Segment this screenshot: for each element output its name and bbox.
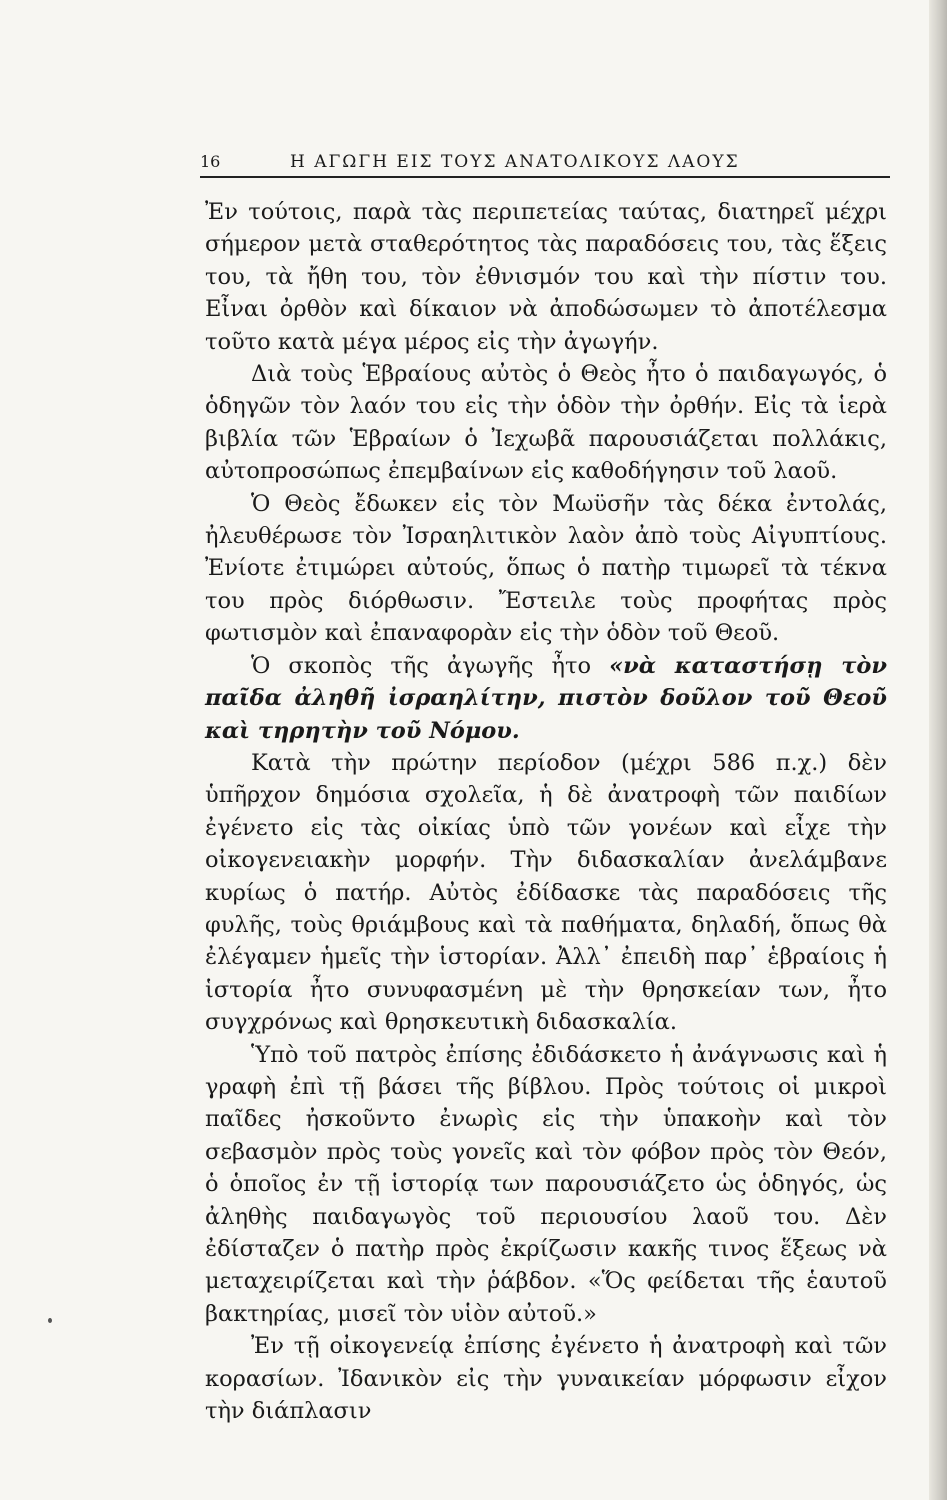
emphasized-quote: «νὰ καταστήσῃ τὸν παῖδα ἀληθῆ ἰσραηλίτην, πιστὸν δοῦλον τοῦ Θεοῦ καὶ τηρητὴν τοῦ Νόμου. xyxy=(205,652,887,744)
paragraph: Ὑπὸ τοῦ πατρὸς ἐπίσης ἐδιδάσκετο ἡ ἀνάγνωσις καὶ ἡ γραφὴ ἐπὶ τῇ βάσει τῆς βίβλου. Πρὸς τούτοις οἱ μικροὶ παῖδες ἠσκοῦντο ἐνωρὶς εἰς τὴν ὑπακοὴν καὶ τὸν σεβασμὸν πρὸς τοὺς γονεῖς καὶ τὸν φόβον πρὸς τὸν Θεόν, ὁ ὁποῖος ἐν τῇ ἱστορίᾳ των παρουσιάζετο ὡς ὁδηγός, ὡς ἀληθὴς παιδαγωγὸς τοῦ περιουσίου λαοῦ του. Δὲν ἐδίσταζεν ὁ πατὴρ πρὸς ἐκρίζωσιν κακῆς τινος ἕξεως νὰ μεταχειρίζεται καὶ τὴν ῥάβδον. «Ὅς φείδεται τῆς ἑαυτοῦ βακτηρίας, μισεῖ τὸν υἱὸν αὐτοῦ.» xyxy=(205,1041,887,1327)
paragraph-lead: Ὁ σκοπὸς τῆς ἀγωγῆς ἦτο xyxy=(251,652,610,679)
paragraph: Ὁ Θεὸς ἔδωκεν εἰς τὸν Μωϋσῆν τὰς δέκα ἐντολάς, ἠλευθέρωσε τὸν Ἰσραηλιτικὸν λαὸν ἀπὸ τοὺς Αἰγυπτίους. Ἐνίοτε ἐτιμώρει αὐτούς, ὅπως ὁ πατὴρ τιμωρεῖ τὰ τέκνα του πρὸς διόρθωσιν. Ἔστειλε τοὺς προφήτας πρὸς φωτισμὸν καὶ ἐπαναφορὰν εἰς τὴν ὁδὸν τοῦ Θεοῦ. xyxy=(205,490,887,647)
paragraph: Ἐν τῇ οἰκογενείᾳ ἐπίσης ἐγένετο ἡ ἀνατροφὴ καὶ τῶν κορασίων. Ἰδανικὸν εἰς τὴν γυναικείαν μόρφωσιν εἶχον τὴν διάπλασιν xyxy=(205,1333,887,1425)
running-title: Η ΑΓΩΓΗ ΕΙΣ ΤΟΥΣ ΑΝΑΤΟΛΙΚΟΥΣ ΛΑΟΥΣ xyxy=(290,152,740,172)
margin-speck xyxy=(48,1318,52,1323)
page-edge xyxy=(929,0,947,1500)
body-text xyxy=(205,196,887,1427)
paragraph: Ἐν τούτοις, παρὰ τὰς περιπετείας ταύτας, διατηρεῖ μέχρι σήμερον μετὰ σταθερότητος τὰς παραδόσεις του, τὰς ἕξεις του, τὰ ἤθη του, τὸν ἐθνισμόν του καὶ τὴν πίστιν του. Εἶναι ὀρθὸν καὶ δίκαιον νὰ ἀποδώσωμεν τὸ ἀποτέλεσμα τοῦτο κατὰ μέγα μέρος εἰς τὴν ἀγωγήν. xyxy=(205,199,887,355)
page-header xyxy=(200,150,890,178)
page-number: 16 xyxy=(200,152,221,171)
paragraph-aim xyxy=(205,650,887,747)
paragraph: Διὰ τοὺς Ἑβραίους αὐτὸς ὁ Θεὸς ἦτο ὁ παιδαγωγός, ὁ ὁδηγῶν τὸν λαόν του εἰς τὴν ὁδὸν τὴν ὀρθήν. Εἰς τὰ ἱερὰ βιβλία τῶν Ἑβραίων ὁ Ἰεχωβᾶ παρουσιάζεται πολλάκις, αὐτοπροσώπως ἐπεμβαίνων εἰς καθοδήγησιν τοῦ λαοῦ. xyxy=(205,361,887,485)
paragraph: Κατὰ τὴν πρώτην περίοδον (μέχρι 586 π.χ.) δὲν ὑπῆρχον δημόσια σχολεῖα, ἡ δὲ ἀνατροφὴ τῶν παιδίων ἐγένετο εἰς τὰς οἰκίας ὑπὸ τῶν γονέων καὶ εἶχε τὴν οἰκογενειακὴν μορφήν. Τὴν διδασκαλίαν ἀνελάμβανε κυρίως ὁ πατήρ. Αὐτὸς ἐδίδασκε τὰς παραδόσεις τῆς φυλῆς, τοὺς θριάμβους καὶ τὰ παθήματα, δηλαδή, ὅπως θὰ ἐλέγαμεν ἡμεῖς τὴν ἱστορίαν. Ἀλλ᾿ ἐπειδὴ παρ᾿ ἑβραίοις ἡ ἱστορία ἦτο συνυφασμένη μὲ τὴν θρησκείαν των, ἦτο συγχρόνως καὶ θρησκευτικὴ διδασκαλία. xyxy=(205,749,887,1036)
